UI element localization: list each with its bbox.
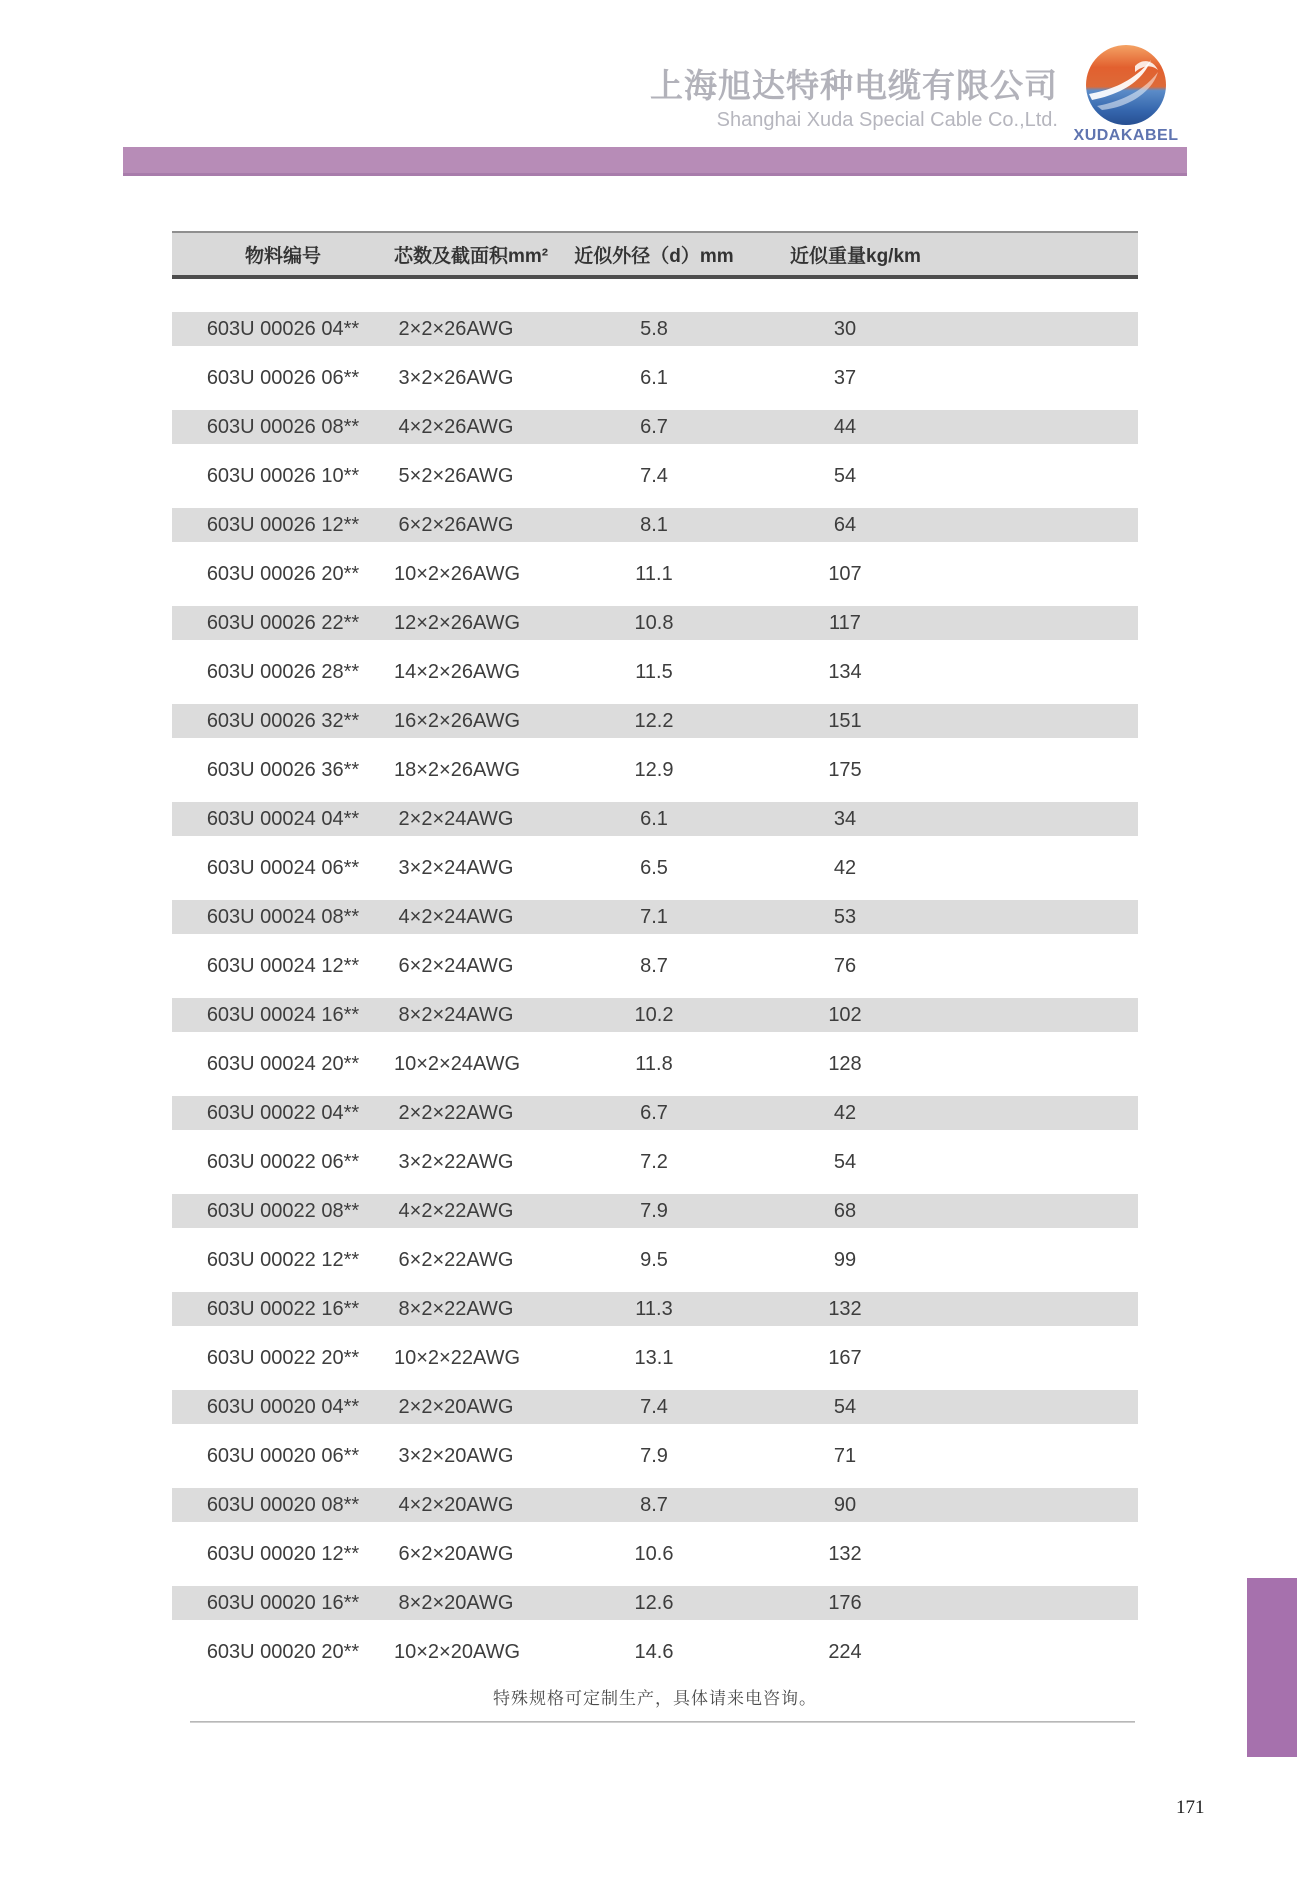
diameter-cell: 7.4 — [640, 464, 668, 487]
table-row — [172, 459, 1138, 493]
weight-cell: 54 — [833, 1395, 857, 1418]
weight-cell: 107 — [828, 562, 862, 585]
spec-table — [172, 231, 1138, 1723]
table-row — [172, 1537, 1138, 1571]
core-size-cell: 6×2×22AWG — [398, 1248, 514, 1271]
material-no-cell: 603U 00026 04** — [206, 317, 360, 340]
core-size-cell: 2×2×22AWG — [398, 1101, 514, 1124]
diameter-cell: 12.2 — [634, 709, 674, 732]
table-row — [172, 606, 1138, 640]
table-row — [172, 1341, 1138, 1375]
diameter-cell: 14.6 — [634, 1640, 674, 1663]
core-size-cell: 2×2×20AWG — [398, 1395, 514, 1418]
diameter-cell: 9.5 — [640, 1248, 668, 1271]
core-size-cell: 10×2×26AWG — [394, 562, 521, 585]
weight-cell: 175 — [828, 758, 862, 781]
table-row — [172, 753, 1138, 787]
diameter-cell: 8.1 — [640, 513, 668, 536]
diameter-cell: 5.8 — [640, 317, 668, 340]
material-no-cell: 603U 00024 20** — [206, 1052, 360, 1075]
material-no-cell: 603U 00024 16** — [206, 1003, 360, 1026]
diameter-cell: 10.2 — [634, 1003, 674, 1026]
core-size-cell: 18×2×26AWG — [394, 758, 521, 781]
company-name-cn: 上海旭达特种电缆有限公司 — [650, 67, 1058, 104]
core-size-cell: 5×2×26AWG — [398, 464, 514, 487]
material-no-cell: 603U 00026 10** — [206, 464, 360, 487]
table-row — [172, 1586, 1138, 1620]
material-no-cell: 603U 00026 20** — [206, 562, 360, 585]
core-size-cell: 6×2×26AWG — [398, 513, 514, 536]
diameter-cell: 7.4 — [640, 1395, 668, 1418]
core-size-cell: 8×2×20AWG — [398, 1591, 514, 1614]
weight-cell: 71 — [833, 1444, 857, 1467]
diameter-cell: 6.1 — [640, 366, 668, 389]
material-no-cell: 603U 00022 16** — [206, 1297, 360, 1320]
page-number: 171 — [1176, 1797, 1205, 1818]
diameter-cell: 11.3 — [635, 1297, 673, 1320]
diameter-cell: 12.9 — [634, 758, 674, 781]
material-no-cell: 603U 00026 28** — [206, 660, 360, 683]
material-no-cell: 603U 00022 04** — [206, 1101, 360, 1124]
weight-cell: 128 — [828, 1052, 862, 1075]
table-row — [172, 949, 1138, 983]
core-size-cell: 3×2×20AWG — [398, 1444, 514, 1467]
core-size-cell: 8×2×24AWG — [398, 1003, 514, 1026]
diameter-cell: 6.7 — [640, 1101, 668, 1124]
weight-cell: 167 — [828, 1346, 862, 1369]
material-no-cell: 603U 00020 12** — [206, 1542, 360, 1565]
material-no-cell: 603U 00026 12** — [206, 513, 360, 536]
core-size-cell: 3×2×26AWG — [398, 366, 514, 389]
accent-bar — [123, 147, 1187, 176]
core-size-cell: 3×2×24AWG — [398, 856, 514, 879]
material-no-cell: 603U 00020 16** — [206, 1591, 360, 1614]
weight-cell: 117 — [829, 611, 861, 634]
weight-cell: 54 — [833, 464, 857, 487]
diameter-cell: 6.7 — [640, 415, 668, 438]
table-row — [172, 1292, 1138, 1326]
chapter-side-tab — [1247, 1578, 1297, 1757]
diameter-cell: 13.1 — [634, 1346, 674, 1369]
diameter-cell: 7.2 — [640, 1150, 668, 1173]
table-row — [172, 312, 1138, 346]
table-row — [172, 802, 1138, 836]
weight-cell: 64 — [833, 513, 857, 536]
column-header: 物料编号 — [244, 245, 321, 267]
column-header: 芯数及截面积mm² — [394, 245, 549, 267]
weight-cell: 42 — [833, 856, 857, 879]
table-row — [172, 851, 1138, 885]
diameter-cell: 10.6 — [634, 1542, 674, 1565]
diameter-cell: 6.1 — [640, 807, 668, 830]
core-size-cell: 10×2×22AWG — [394, 1346, 521, 1369]
material-no-cell: 603U 00024 08** — [206, 905, 360, 928]
core-size-cell: 16×2×26AWG — [394, 709, 521, 732]
table-row — [172, 900, 1138, 934]
table-row — [172, 1194, 1138, 1228]
diameter-cell: 11.5 — [635, 660, 673, 683]
weight-cell: 68 — [833, 1199, 857, 1222]
material-no-cell: 603U 00024 06** — [206, 856, 360, 879]
weight-cell: 37 — [833, 366, 857, 389]
table-row — [172, 508, 1138, 542]
table-row — [172, 1145, 1138, 1179]
material-no-cell: 603U 00020 04** — [206, 1395, 360, 1418]
material-no-cell: 603U 00022 20** — [206, 1346, 360, 1369]
weight-cell: 30 — [833, 317, 857, 340]
core-size-cell: 10×2×24AWG — [394, 1052, 521, 1075]
table-body — [172, 312, 1138, 1669]
table-row — [172, 410, 1138, 444]
table-row — [172, 1635, 1138, 1669]
company-header — [0, 66, 1058, 132]
core-size-cell: 2×2×24AWG — [398, 807, 514, 830]
table-row — [172, 1439, 1138, 1473]
core-size-cell: 2×2×26AWG — [398, 317, 514, 340]
material-no-cell: 603U 00024 04** — [206, 807, 360, 830]
weight-cell: 44 — [833, 415, 857, 438]
core-size-cell: 4×2×26AWG — [398, 415, 514, 438]
core-size-cell: 4×2×20AWG — [398, 1493, 514, 1516]
weight-cell: 53 — [833, 905, 857, 928]
weight-cell: 224 — [828, 1640, 862, 1663]
core-size-cell: 12×2×26AWG — [394, 611, 521, 634]
material-no-cell: 603U 00026 22** — [206, 611, 360, 634]
table-row — [172, 998, 1138, 1032]
table-row — [172, 361, 1138, 395]
diameter-cell: 8.7 — [640, 1493, 668, 1516]
weight-cell: 76 — [833, 954, 857, 977]
core-size-cell: 10×2×20AWG — [394, 1640, 521, 1663]
bottom-rule — [190, 1721, 1135, 1723]
material-no-cell: 603U 00026 06** — [206, 366, 360, 389]
diameter-cell: 12.6 — [634, 1591, 674, 1614]
material-no-cell: 603U 00026 36** — [206, 758, 360, 781]
core-size-cell: 6×2×24AWG — [398, 954, 514, 977]
core-size-cell: 4×2×22AWG — [398, 1199, 514, 1222]
material-no-cell: 603U 00022 06** — [206, 1150, 360, 1173]
table-row — [172, 1488, 1138, 1522]
weight-cell: 54 — [833, 1150, 857, 1173]
core-size-cell: 6×2×20AWG — [398, 1542, 514, 1565]
table-row — [172, 1390, 1138, 1424]
table-row — [172, 1243, 1138, 1277]
diameter-cell: 7.9 — [640, 1199, 668, 1222]
diameter-cell: 10.8 — [634, 611, 674, 634]
core-size-cell: 3×2×22AWG — [398, 1150, 514, 1173]
table-row — [172, 1047, 1138, 1081]
custom-order-note: 特殊规格可定制生产，具体请来电咨询。 — [493, 1689, 817, 1708]
weight-cell: 132 — [828, 1542, 862, 1565]
table-row — [172, 704, 1138, 738]
weight-cell: 102 — [828, 1003, 862, 1026]
column-header: 近似外径（d）mm — [574, 245, 734, 267]
logo-wordmark: XUDAKABEL — [1073, 127, 1179, 144]
company-name-en: Shanghai Xuda Special Cable Co.,Ltd. — [716, 109, 1058, 131]
table-row — [172, 655, 1138, 689]
weight-cell: 176 — [828, 1591, 862, 1614]
diameter-cell: 8.7 — [640, 954, 668, 977]
diameter-cell: 7.1 — [640, 905, 668, 928]
table-header-row — [172, 231, 1138, 279]
weight-cell: 134 — [828, 660, 862, 683]
weight-cell: 99 — [833, 1248, 857, 1271]
table-row — [172, 557, 1138, 591]
material-no-cell: 603U 00022 12** — [206, 1248, 360, 1271]
weight-cell: 34 — [833, 807, 857, 830]
core-size-cell: 8×2×22AWG — [398, 1297, 514, 1320]
diameter-cell: 11.1 — [635, 562, 673, 585]
column-header: 近似重量kg/km — [790, 245, 921, 267]
weight-cell: 42 — [833, 1101, 857, 1124]
diameter-cell: 7.9 — [640, 1444, 668, 1467]
material-no-cell: 603U 00024 12** — [206, 954, 360, 977]
weight-cell: 151 — [828, 709, 862, 732]
material-no-cell: 603U 00020 20** — [206, 1640, 360, 1663]
weight-cell: 90 — [833, 1493, 857, 1516]
globe-swoosh-logo-icon — [1063, 44, 1189, 126]
diameter-cell: 6.5 — [640, 856, 668, 879]
material-no-cell: 603U 00022 08** — [206, 1199, 360, 1222]
core-size-cell: 14×2×26AWG — [394, 660, 521, 683]
material-no-cell: 603U 00026 08** — [206, 415, 360, 438]
core-size-cell: 4×2×24AWG — [398, 905, 514, 928]
company-logo — [1063, 44, 1189, 145]
material-no-cell: 603U 00020 08** — [206, 1493, 360, 1516]
material-no-cell: 603U 00020 06** — [206, 1444, 360, 1467]
diameter-cell: 11.8 — [635, 1052, 673, 1075]
weight-cell: 132 — [828, 1297, 862, 1320]
table-row — [172, 1096, 1138, 1130]
material-no-cell: 603U 00026 32** — [206, 709, 360, 732]
